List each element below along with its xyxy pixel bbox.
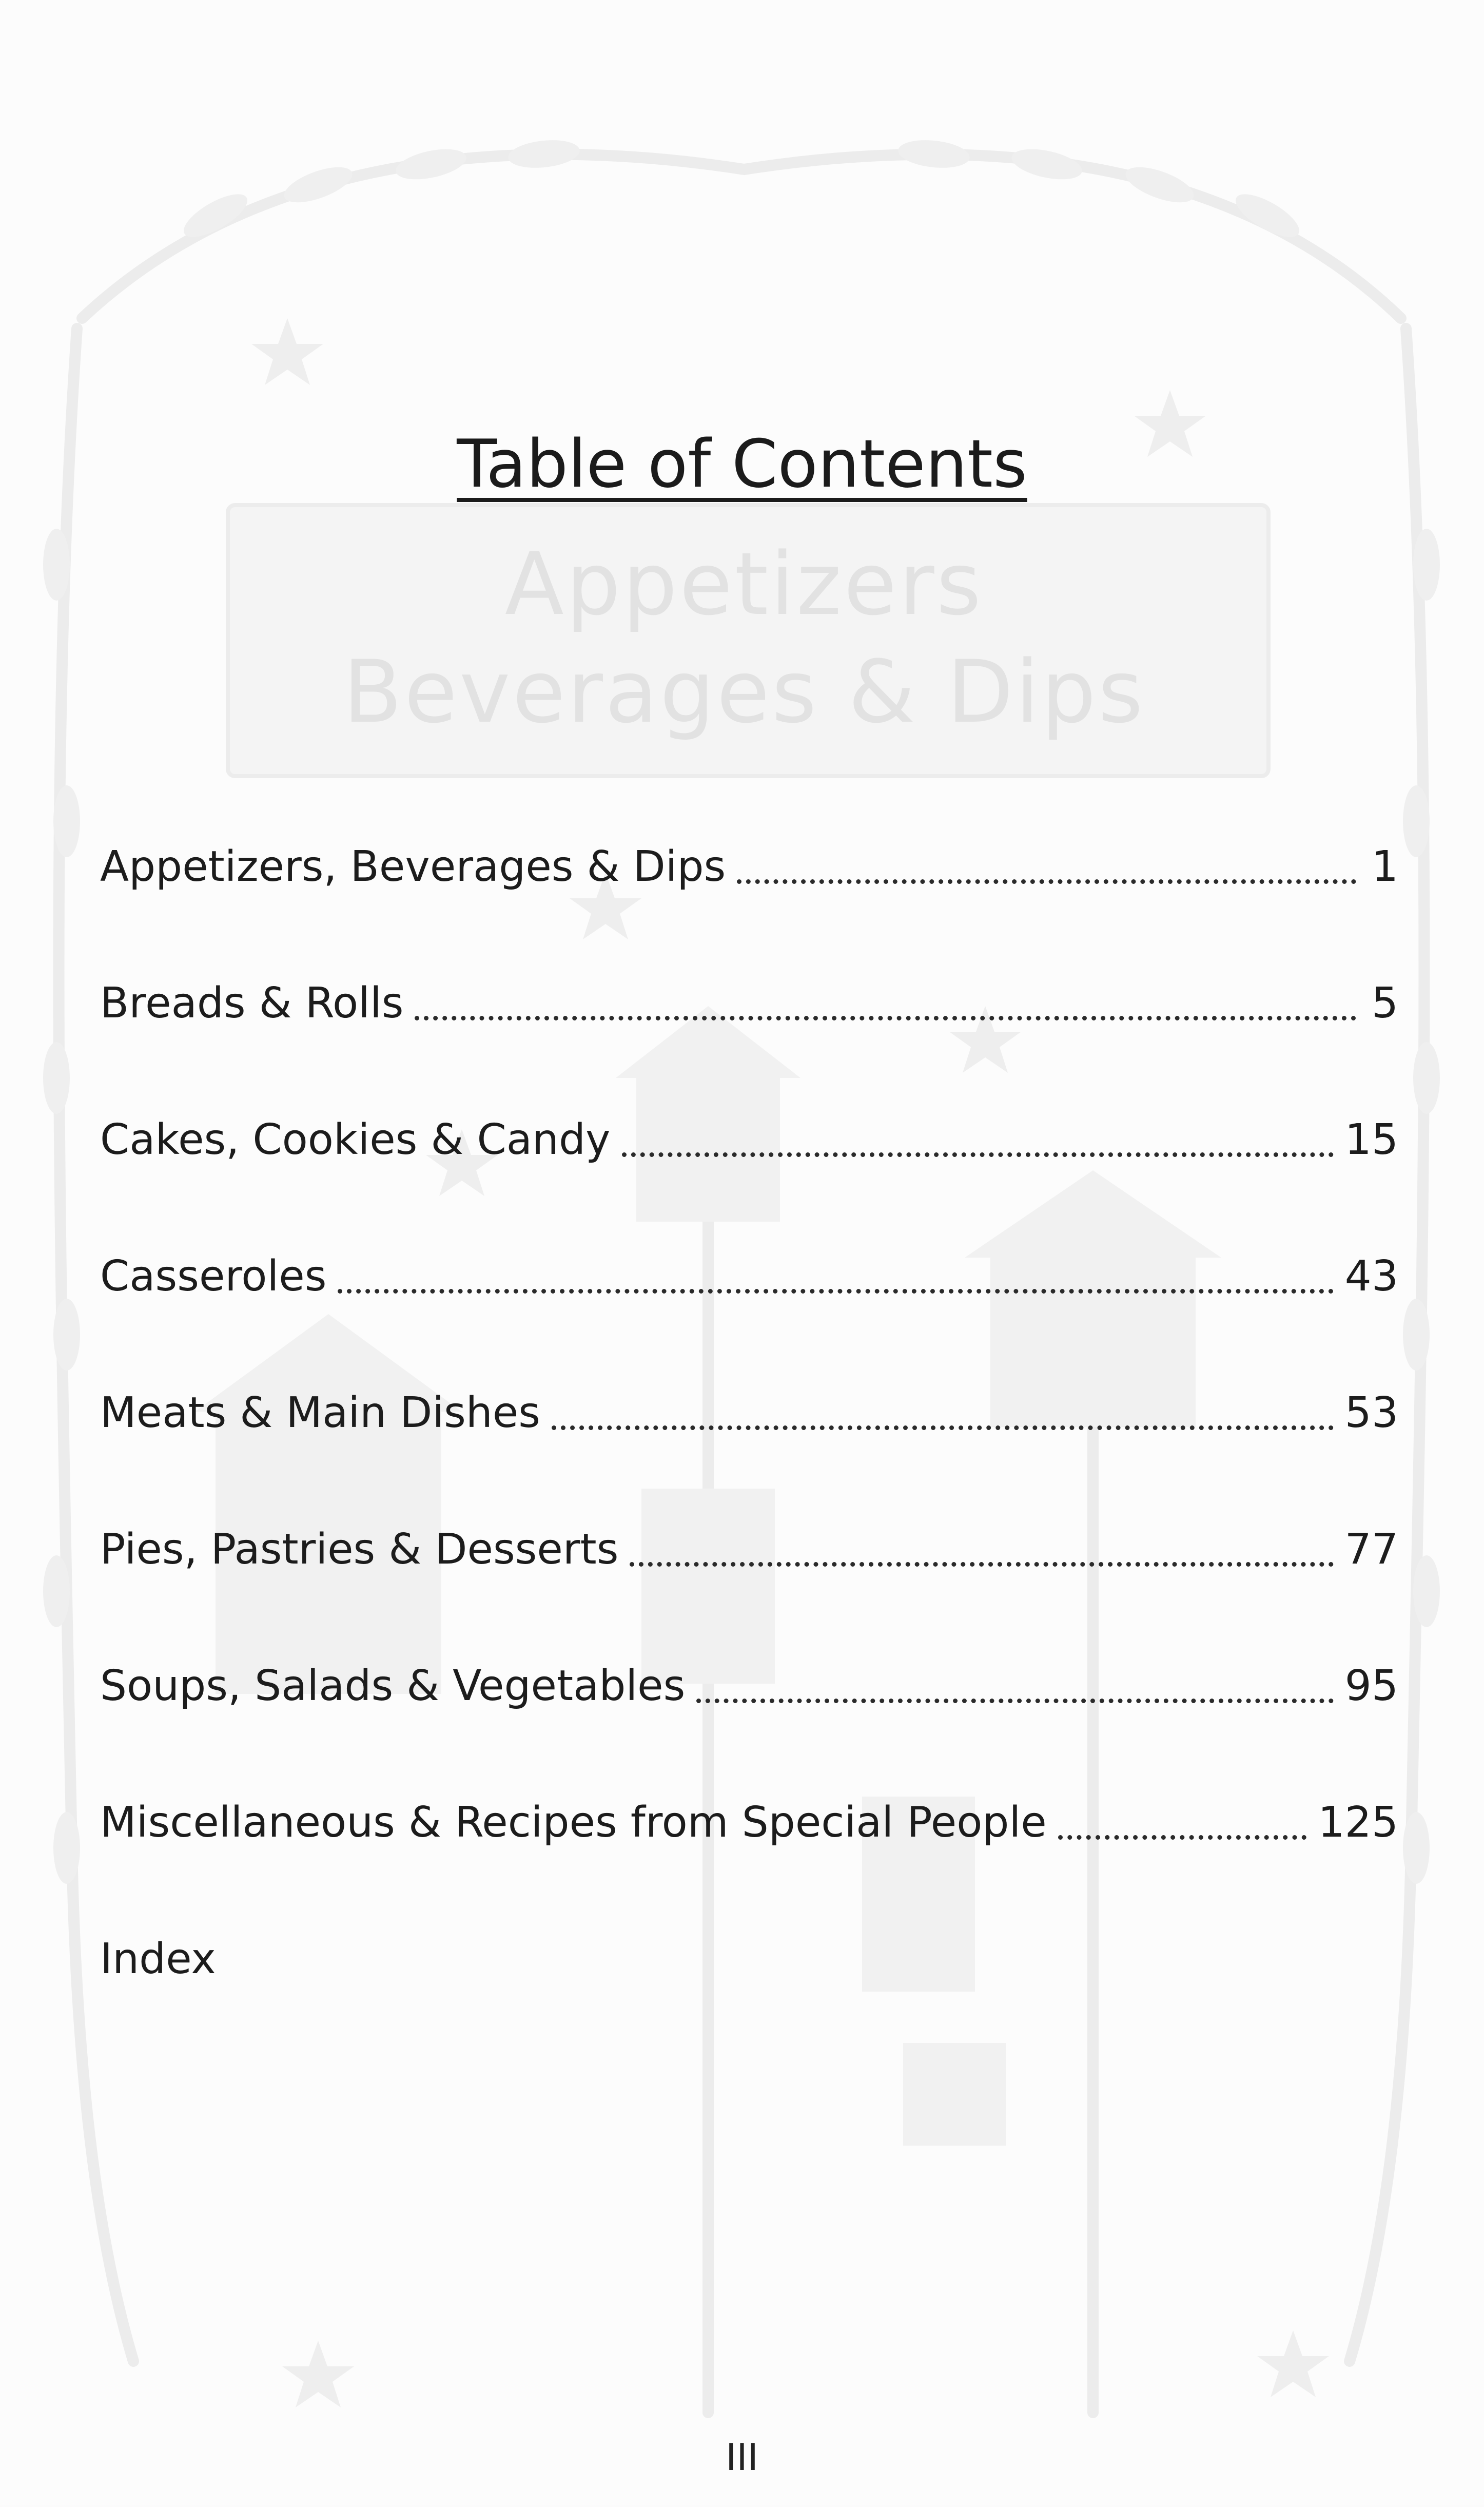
watermark-line-1: Appetizers <box>504 534 984 634</box>
toc-entry-page: 5 <box>1371 979 1398 1028</box>
toc-entry-page: 125 <box>1318 1798 1398 1847</box>
toc-entry-pies <box>100 1437 1398 1574</box>
toc-entry-page: 95 <box>1344 1662 1398 1710</box>
toc-entry-casseroles <box>100 1164 1398 1301</box>
toc-entry-cakes <box>100 1028 1398 1164</box>
dot-leader <box>622 1152 1334 1157</box>
toc-entry-page: 1 <box>1371 842 1398 891</box>
dot-leader <box>630 1562 1333 1567</box>
toc-entry-page: 77 <box>1344 1525 1398 1574</box>
dot-leader <box>552 1425 1334 1430</box>
toc-entry-page: 43 <box>1344 1252 1398 1301</box>
watermark-line-2: Beverages & Dips <box>343 642 1145 742</box>
toc-entry-label: Pies, Pastries & Desserts <box>100 1525 619 1574</box>
toc-entry-label: Cakes, Cookies & Candy <box>100 1115 611 1164</box>
toc-entry-label: Breads & Rolls <box>100 979 404 1028</box>
toc-entry-label: Meats & Main Dishes <box>100 1389 540 1437</box>
dot-leader <box>338 1289 1333 1294</box>
toc-entry-label: Miscellaneous & Recipes from Special People <box>100 1798 1047 1847</box>
page-title-text: Table of Contents <box>457 426 1027 503</box>
toc-entry-label: Index <box>100 1935 216 1983</box>
toc-entry-page: 53 <box>1344 1389 1398 1437</box>
toc-entry-appetizers <box>100 755 1398 891</box>
dot-leader <box>1058 1835 1307 1840</box>
toc-entry-page: 15 <box>1344 1115 1398 1164</box>
toc-entry-miscellaneous <box>100 1710 1398 1847</box>
toc-entry-label: Appetizers, Beverages & Dips <box>100 842 726 891</box>
toc-entry-label: Soups, Salads & Vegetables <box>100 1662 686 1710</box>
toc-entry-soups <box>100 1574 1398 1710</box>
toc-entry-breads <box>100 891 1398 1028</box>
dot-leader <box>696 1699 1333 1703</box>
page-number: III <box>726 2436 758 2479</box>
toc-entry-index <box>100 1847 1398 1983</box>
dot-leader <box>415 1016 1356 1020</box>
dot-leader <box>737 879 1356 884</box>
page-title <box>0 426 1484 503</box>
toc-entry-meats <box>100 1301 1398 1437</box>
table-of-contents <box>100 755 1398 1983</box>
toc-entry-label: Casseroles <box>100 1252 327 1301</box>
